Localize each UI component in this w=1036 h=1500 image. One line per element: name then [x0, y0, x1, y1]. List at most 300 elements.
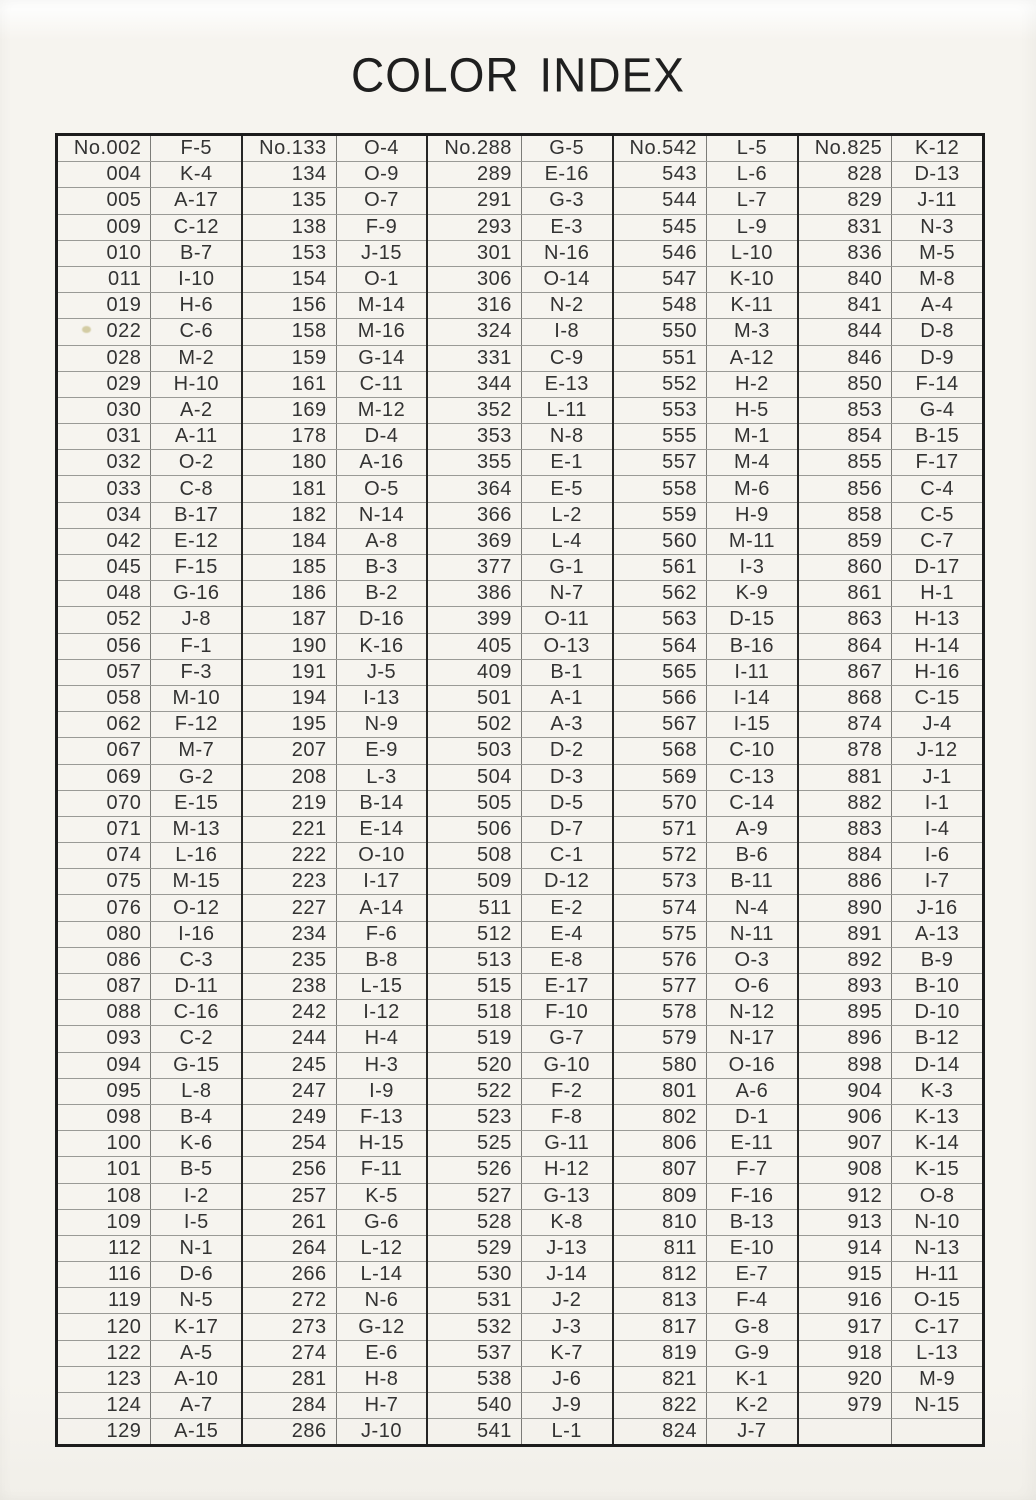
- color-number-cell: 207: [243, 738, 336, 763]
- color-number-cell: 273: [243, 1314, 336, 1339]
- grid-code-cell: L-10: [730, 241, 773, 264]
- grid-code-cell: F-6: [365, 922, 398, 945]
- table-row: [614, 1393, 797, 1419]
- color-number-cell: 860: [799, 555, 892, 580]
- table-row: [799, 738, 982, 764]
- grid-code-cell: A-4: [920, 294, 954, 317]
- table-row: [614, 1157, 797, 1183]
- table-row: [799, 843, 982, 869]
- table-row: [58, 529, 241, 555]
- color-number-cell: 861: [799, 581, 892, 606]
- color-number-cell: 028: [58, 346, 151, 371]
- grid-code-cell: N-16: [544, 241, 590, 264]
- grid-code-cell: D-17: [914, 556, 960, 579]
- table-row: [58, 738, 241, 764]
- color-number-cell: 284: [243, 1393, 336, 1418]
- color-number-cell: 552: [614, 372, 707, 397]
- color-number-cell: 806: [614, 1131, 707, 1156]
- color-number-cell: 829: [799, 188, 892, 213]
- color-number-cell: 573: [614, 869, 707, 894]
- table-row: [428, 895, 611, 921]
- table-row: [428, 1053, 611, 1079]
- table-row: [614, 1184, 797, 1210]
- grid-code-cell: H-10: [173, 372, 219, 395]
- color-number-cell: 045: [58, 555, 151, 580]
- table-row: [243, 843, 426, 869]
- color-number-cell: 191: [243, 660, 336, 685]
- table-row: [58, 765, 241, 791]
- table-row: [428, 267, 611, 293]
- grid-code-cell: F-2: [550, 1079, 583, 1102]
- grid-code-cell: B-7: [179, 241, 213, 264]
- color-number-cell: 559: [614, 503, 707, 528]
- grid-code-cell: J-4: [922, 713, 952, 736]
- grid-code-cell: E-8: [550, 948, 584, 971]
- grid-code-cell: N-4: [735, 896, 769, 919]
- grid-code-cell: D-14: [914, 1053, 960, 1076]
- table-column-group: [614, 136, 799, 1444]
- grid-code-cell: N-12: [729, 1001, 775, 1024]
- grid-code-cell: E-12: [174, 529, 219, 552]
- scan-speck: [82, 326, 91, 333]
- table-row: [428, 1079, 611, 1105]
- grid-code-cell: H-11: [915, 1263, 960, 1286]
- table-row: [428, 738, 611, 764]
- grid-code-cell: N-1: [179, 1236, 214, 1259]
- table-row: [428, 634, 611, 660]
- color-number-cell: No.288: [428, 136, 521, 161]
- table-row: [243, 712, 426, 738]
- table-row: [428, 293, 611, 319]
- color-number-cell: 129: [58, 1419, 151, 1444]
- grid-code-cell: K-15: [914, 1158, 960, 1181]
- grid-code-cell: L-7: [736, 189, 768, 212]
- table-row: [243, 1393, 426, 1419]
- grid-code-cell: N-13: [914, 1236, 960, 1259]
- table-row: [243, 1236, 426, 1262]
- color-number-cell: 525: [428, 1131, 521, 1156]
- table-row: [243, 1105, 426, 1131]
- color-number-cell: 235: [243, 948, 336, 973]
- table-row: [799, 607, 982, 633]
- grid-code-cell: D-6: [179, 1263, 214, 1286]
- table-row: [799, 293, 982, 319]
- grid-code-cell: N-3: [920, 215, 954, 238]
- grid-code-cell: F-5: [180, 137, 213, 160]
- grid-code-cell: C-13: [729, 765, 775, 788]
- color-number-cell: 080: [58, 922, 151, 947]
- color-number-cell: 809: [614, 1184, 707, 1209]
- table-row: [799, 948, 982, 974]
- table-row: [799, 162, 982, 188]
- table-row: [614, 450, 797, 476]
- color-number-cell: 520: [428, 1053, 521, 1078]
- grid-code-cell: A-10: [174, 1367, 219, 1390]
- color-number-cell: 256: [243, 1157, 336, 1182]
- table-row: [614, 1000, 797, 1026]
- table-row: [58, 686, 241, 712]
- table-row: [58, 555, 241, 581]
- grid-code-cell: B-6: [735, 844, 769, 867]
- table-row: [243, 1341, 426, 1367]
- grid-code-cell: G-14: [358, 346, 405, 369]
- grid-code-cell: L-16: [175, 844, 218, 867]
- color-number-cell: 548: [614, 293, 707, 318]
- grid-code-cell: J-16: [916, 896, 958, 919]
- table-row: [58, 450, 241, 476]
- color-number-cell: 564: [614, 634, 707, 659]
- grid-code-cell: A-9: [735, 817, 769, 840]
- grid-code-cell: G-2: [178, 765, 214, 788]
- color-number-cell: 578: [614, 1000, 707, 1025]
- color-number-cell: 502: [428, 712, 521, 737]
- grid-code-cell: B-16: [729, 634, 775, 657]
- table-row: [614, 372, 797, 398]
- color-number-cell: 558: [614, 476, 707, 501]
- color-number-cell: 369: [428, 529, 521, 554]
- table-row: [428, 1262, 611, 1288]
- table-row: [799, 188, 982, 214]
- color-number-cell: 914: [799, 1236, 892, 1261]
- table-row: [614, 948, 797, 974]
- color-number-cell: 138: [243, 215, 336, 240]
- table-row: [428, 974, 611, 1000]
- table-row: [58, 791, 241, 817]
- color-number-cell: 812: [614, 1262, 707, 1287]
- table-row: [428, 1000, 611, 1026]
- color-number-cell: 266: [243, 1262, 336, 1287]
- grid-code-cell: L-1: [551, 1420, 582, 1443]
- table-row: [799, 1184, 982, 1210]
- grid-code-cell: A-6: [735, 1079, 769, 1102]
- grid-code-cell: M-9: [919, 1367, 956, 1390]
- color-number-cell: 009: [58, 215, 151, 240]
- color-number-cell: 878: [799, 738, 892, 763]
- grid-code-cell: K-17: [174, 1315, 219, 1338]
- color-number-cell: 186: [243, 581, 336, 606]
- color-number-cell: 501: [428, 686, 521, 711]
- grid-code-cell: D-13: [914, 163, 960, 186]
- table-row: [428, 1105, 611, 1131]
- color-number-cell: No.002: [58, 136, 151, 161]
- table-row: [58, 424, 241, 450]
- table-row: [614, 1105, 797, 1131]
- grid-code-cell: F-15: [174, 556, 218, 579]
- color-number-cell: 912: [799, 1184, 892, 1209]
- table-row: [428, 1210, 611, 1236]
- grid-code-cell: A-1: [550, 687, 584, 710]
- color-number-cell: 377: [428, 555, 521, 580]
- grid-code-cell: F-14: [915, 372, 959, 395]
- color-number-cell: 067: [58, 738, 151, 763]
- table-column-group: [799, 136, 982, 1444]
- table-row: [428, 817, 611, 843]
- table-row: [243, 1131, 426, 1157]
- table-row: [614, 607, 797, 633]
- grid-code-cell: A-8: [365, 529, 398, 552]
- color-number-cell: 538: [428, 1367, 521, 1392]
- grid-code-cell: G-5: [549, 137, 585, 160]
- grid-code-cell: G-7: [549, 1027, 585, 1050]
- color-number-cell: 858: [799, 503, 892, 528]
- grid-code-cell: H-7: [364, 1394, 399, 1417]
- color-number-cell: 867: [799, 660, 892, 685]
- table-row: [58, 1341, 241, 1367]
- grid-code-cell: F-11: [360, 1158, 403, 1181]
- color-number-cell: 153: [243, 241, 336, 266]
- table-row: [614, 817, 797, 843]
- color-number-cell: 537: [428, 1341, 521, 1366]
- color-number-cell: 544: [614, 188, 707, 213]
- grid-code-cell: B-8: [365, 948, 398, 971]
- table-row: [243, 607, 426, 633]
- table-row: [243, 660, 426, 686]
- color-number-cell: 324: [428, 319, 521, 344]
- grid-code-cell: L-13: [916, 1341, 959, 1364]
- color-number-cell: 062: [58, 712, 151, 737]
- grid-code-cell: M-12: [357, 398, 406, 421]
- table-row: [428, 607, 611, 633]
- grid-code-cell: M-13: [172, 817, 221, 840]
- color-number-cell: 076: [58, 895, 151, 920]
- table-row: [428, 241, 611, 267]
- grid-code-cell: I-2: [183, 1184, 209, 1207]
- grid-code-cell: A-13: [914, 922, 960, 945]
- table-row: [799, 529, 982, 555]
- grid-code-cell: O-11: [544, 608, 590, 631]
- table-row: [614, 1288, 797, 1314]
- grid-code-cell: B-17: [174, 503, 219, 526]
- table-row: [243, 738, 426, 764]
- table-row: [428, 1236, 611, 1262]
- color-number-cell: 227: [243, 895, 336, 920]
- grid-code-cell: C-17: [914, 1315, 960, 1338]
- table-row: [428, 215, 611, 241]
- color-number-cell: 580: [614, 1053, 707, 1078]
- table-row: [58, 241, 241, 267]
- color-number-cell: 261: [243, 1210, 336, 1235]
- table-row: [243, 1288, 426, 1314]
- table-row: [799, 450, 982, 476]
- color-number-cell: No.133: [243, 136, 336, 161]
- color-number-cell: 223: [243, 869, 336, 894]
- table-column-group: [243, 136, 428, 1444]
- color-number-cell: 575: [614, 922, 707, 947]
- table-row: [243, 922, 426, 948]
- color-number-cell: 904: [799, 1079, 892, 1104]
- table-row: [428, 529, 611, 555]
- color-number-cell: 005: [58, 188, 151, 213]
- grid-code-cell: A-2: [179, 398, 213, 421]
- color-number-cell: 846: [799, 346, 892, 371]
- color-number-cell: 828: [799, 162, 892, 187]
- table-row: [58, 895, 241, 921]
- color-number-cell: 531: [428, 1288, 521, 1313]
- grid-code-cell: G-12: [358, 1315, 405, 1338]
- table-row: [799, 1026, 982, 1052]
- page-title: COLOR INDEX: [351, 47, 685, 103]
- color-number-cell: 244: [243, 1026, 336, 1051]
- color-number-cell: 247: [243, 1079, 336, 1104]
- grid-code-cell: J-7: [737, 1420, 767, 1443]
- grid-code-cell: F-3: [180, 660, 213, 683]
- table-row: [243, 948, 426, 974]
- table-row: [799, 398, 982, 424]
- table-row: [58, 948, 241, 974]
- grid-code-cell: B-12: [914, 1027, 960, 1050]
- color-number-cell: 853: [799, 398, 892, 423]
- table-row: [243, 319, 426, 345]
- grid-code-cell: I-13: [363, 687, 400, 710]
- table-row: [614, 267, 797, 293]
- table-row: [614, 974, 797, 1000]
- color-number-cell: 257: [243, 1184, 336, 1209]
- color-number-cell: 355: [428, 450, 521, 475]
- color-number-cell: 854: [799, 424, 892, 449]
- color-number-cell: 570: [614, 791, 707, 816]
- grid-code-cell: I-15: [733, 713, 771, 736]
- table-row: [614, 1262, 797, 1288]
- table-row: [799, 765, 982, 791]
- color-number-cell: 572: [614, 843, 707, 868]
- color-number-cell: 868: [799, 686, 892, 711]
- color-number-cell: 108: [58, 1184, 151, 1209]
- table-row: [58, 1079, 241, 1105]
- color-number-cell: 180: [243, 450, 336, 475]
- color-number-cell: 306: [428, 267, 521, 292]
- table-row: [243, 555, 426, 581]
- grid-code-cell: M-3: [733, 320, 770, 343]
- color-number-cell: 831: [799, 215, 892, 240]
- grid-code-cell: L-2: [551, 503, 582, 526]
- table-row: [614, 529, 797, 555]
- table-row: [614, 555, 797, 581]
- table-row: [58, 869, 241, 895]
- grid-code-cell: D-2: [549, 739, 584, 762]
- table-row: [614, 1367, 797, 1393]
- table-row: [58, 1288, 241, 1314]
- grid-code-cell: O-7: [364, 189, 399, 212]
- grid-code-cell: O-4: [364, 137, 399, 160]
- table-row: [614, 1079, 797, 1105]
- grid-code-cell: G-16: [173, 582, 220, 605]
- grid-code-cell: D-15: [729, 608, 775, 631]
- table-row: [428, 1288, 611, 1314]
- table-row: [428, 503, 611, 529]
- table-row: [243, 634, 426, 660]
- table-row: [614, 1026, 797, 1052]
- color-number-cell: 807: [614, 1157, 707, 1182]
- table-row: [58, 607, 241, 633]
- grid-code-cell: E-10: [729, 1236, 775, 1259]
- grid-code-cell: N-9: [364, 713, 399, 736]
- table-row: [428, 1131, 611, 1157]
- table-row: [614, 1236, 797, 1262]
- color-number-cell: 344: [428, 372, 521, 397]
- grid-code-cell: N-5: [179, 1289, 214, 1312]
- grid-code-cell: A-15: [174, 1420, 219, 1443]
- table-row: [428, 1419, 611, 1444]
- grid-code-cell: D-12: [544, 870, 590, 893]
- color-number-cell: 898: [799, 1053, 892, 1078]
- grid-code-cell: E-13: [544, 372, 589, 395]
- table-row: [243, 188, 426, 214]
- color-number-cell: 859: [799, 529, 892, 554]
- table-row: [243, 450, 426, 476]
- table-row: [243, 1157, 426, 1183]
- color-number-cell: 058: [58, 686, 151, 711]
- grid-code-cell: F-9: [365, 215, 398, 238]
- grid-code-cell: D-1: [735, 1106, 769, 1129]
- color-number-cell: 405: [428, 634, 521, 659]
- color-number-cell: 331: [428, 346, 521, 371]
- table-row: [243, 1314, 426, 1340]
- table-row: [799, 686, 982, 712]
- color-number-cell: 563: [614, 607, 707, 632]
- table-row: [799, 503, 982, 529]
- color-number-cell: 890: [799, 895, 892, 920]
- table-row: [428, 869, 611, 895]
- grid-code-cell: K-2: [735, 1394, 769, 1417]
- table-row: [58, 346, 241, 372]
- grid-code-cell: D-16: [358, 608, 405, 631]
- color-number-cell: 574: [614, 895, 707, 920]
- color-number-cell: 094: [58, 1053, 151, 1078]
- color-number-cell: 576: [614, 948, 707, 973]
- table-row: [243, 1184, 426, 1210]
- table-row: [614, 712, 797, 738]
- color-number-cell: 234: [243, 922, 336, 947]
- color-number-cell: 529: [428, 1236, 521, 1261]
- grid-code-cell: H-4: [364, 1027, 399, 1050]
- color-number-cell: 019: [58, 293, 151, 318]
- table-row: [58, 843, 241, 869]
- grid-code-cell: B-11: [730, 870, 774, 893]
- table-row: [799, 1262, 982, 1288]
- grid-code-cell: A-17: [174, 189, 219, 212]
- table-row: [799, 241, 982, 267]
- color-number-cell: 883: [799, 817, 892, 842]
- grid-code-cell: O-5: [364, 477, 399, 500]
- grid-code-cell: J-13: [546, 1236, 588, 1259]
- grid-code-cell: I-1: [924, 791, 950, 814]
- table-row: [58, 1314, 241, 1340]
- grid-code-cell: H-2: [735, 372, 769, 395]
- grid-code-cell: K-6: [179, 1132, 213, 1155]
- color-number-cell: 366: [428, 503, 521, 528]
- color-number-cell: 810: [614, 1210, 707, 1235]
- grid-code-cell: M-2: [178, 346, 215, 369]
- table-row: [614, 634, 797, 660]
- grid-code-cell: O-6: [734, 975, 770, 998]
- grid-code-cell: F-16: [730, 1184, 774, 1207]
- table-row: [58, 398, 241, 424]
- grid-code-cell: A-3: [550, 713, 584, 736]
- grid-code-cell: C-6: [179, 320, 214, 343]
- grid-code-cell: M-8: [919, 268, 956, 291]
- color-number-cell: 029: [58, 372, 151, 397]
- grid-code-cell: J-14: [546, 1263, 588, 1286]
- grid-code-cell: K-8: [550, 1210, 584, 1233]
- color-number-cell: 011: [58, 267, 151, 292]
- color-number-cell: 184: [243, 529, 336, 554]
- grid-code-cell: G-6: [364, 1210, 399, 1233]
- table-row: [243, 346, 426, 372]
- color-number-cell: 884: [799, 843, 892, 868]
- grid-code-cell: D-4: [364, 425, 399, 448]
- color-number-cell: 506: [428, 817, 521, 842]
- color-number-cell: 541: [428, 1419, 521, 1444]
